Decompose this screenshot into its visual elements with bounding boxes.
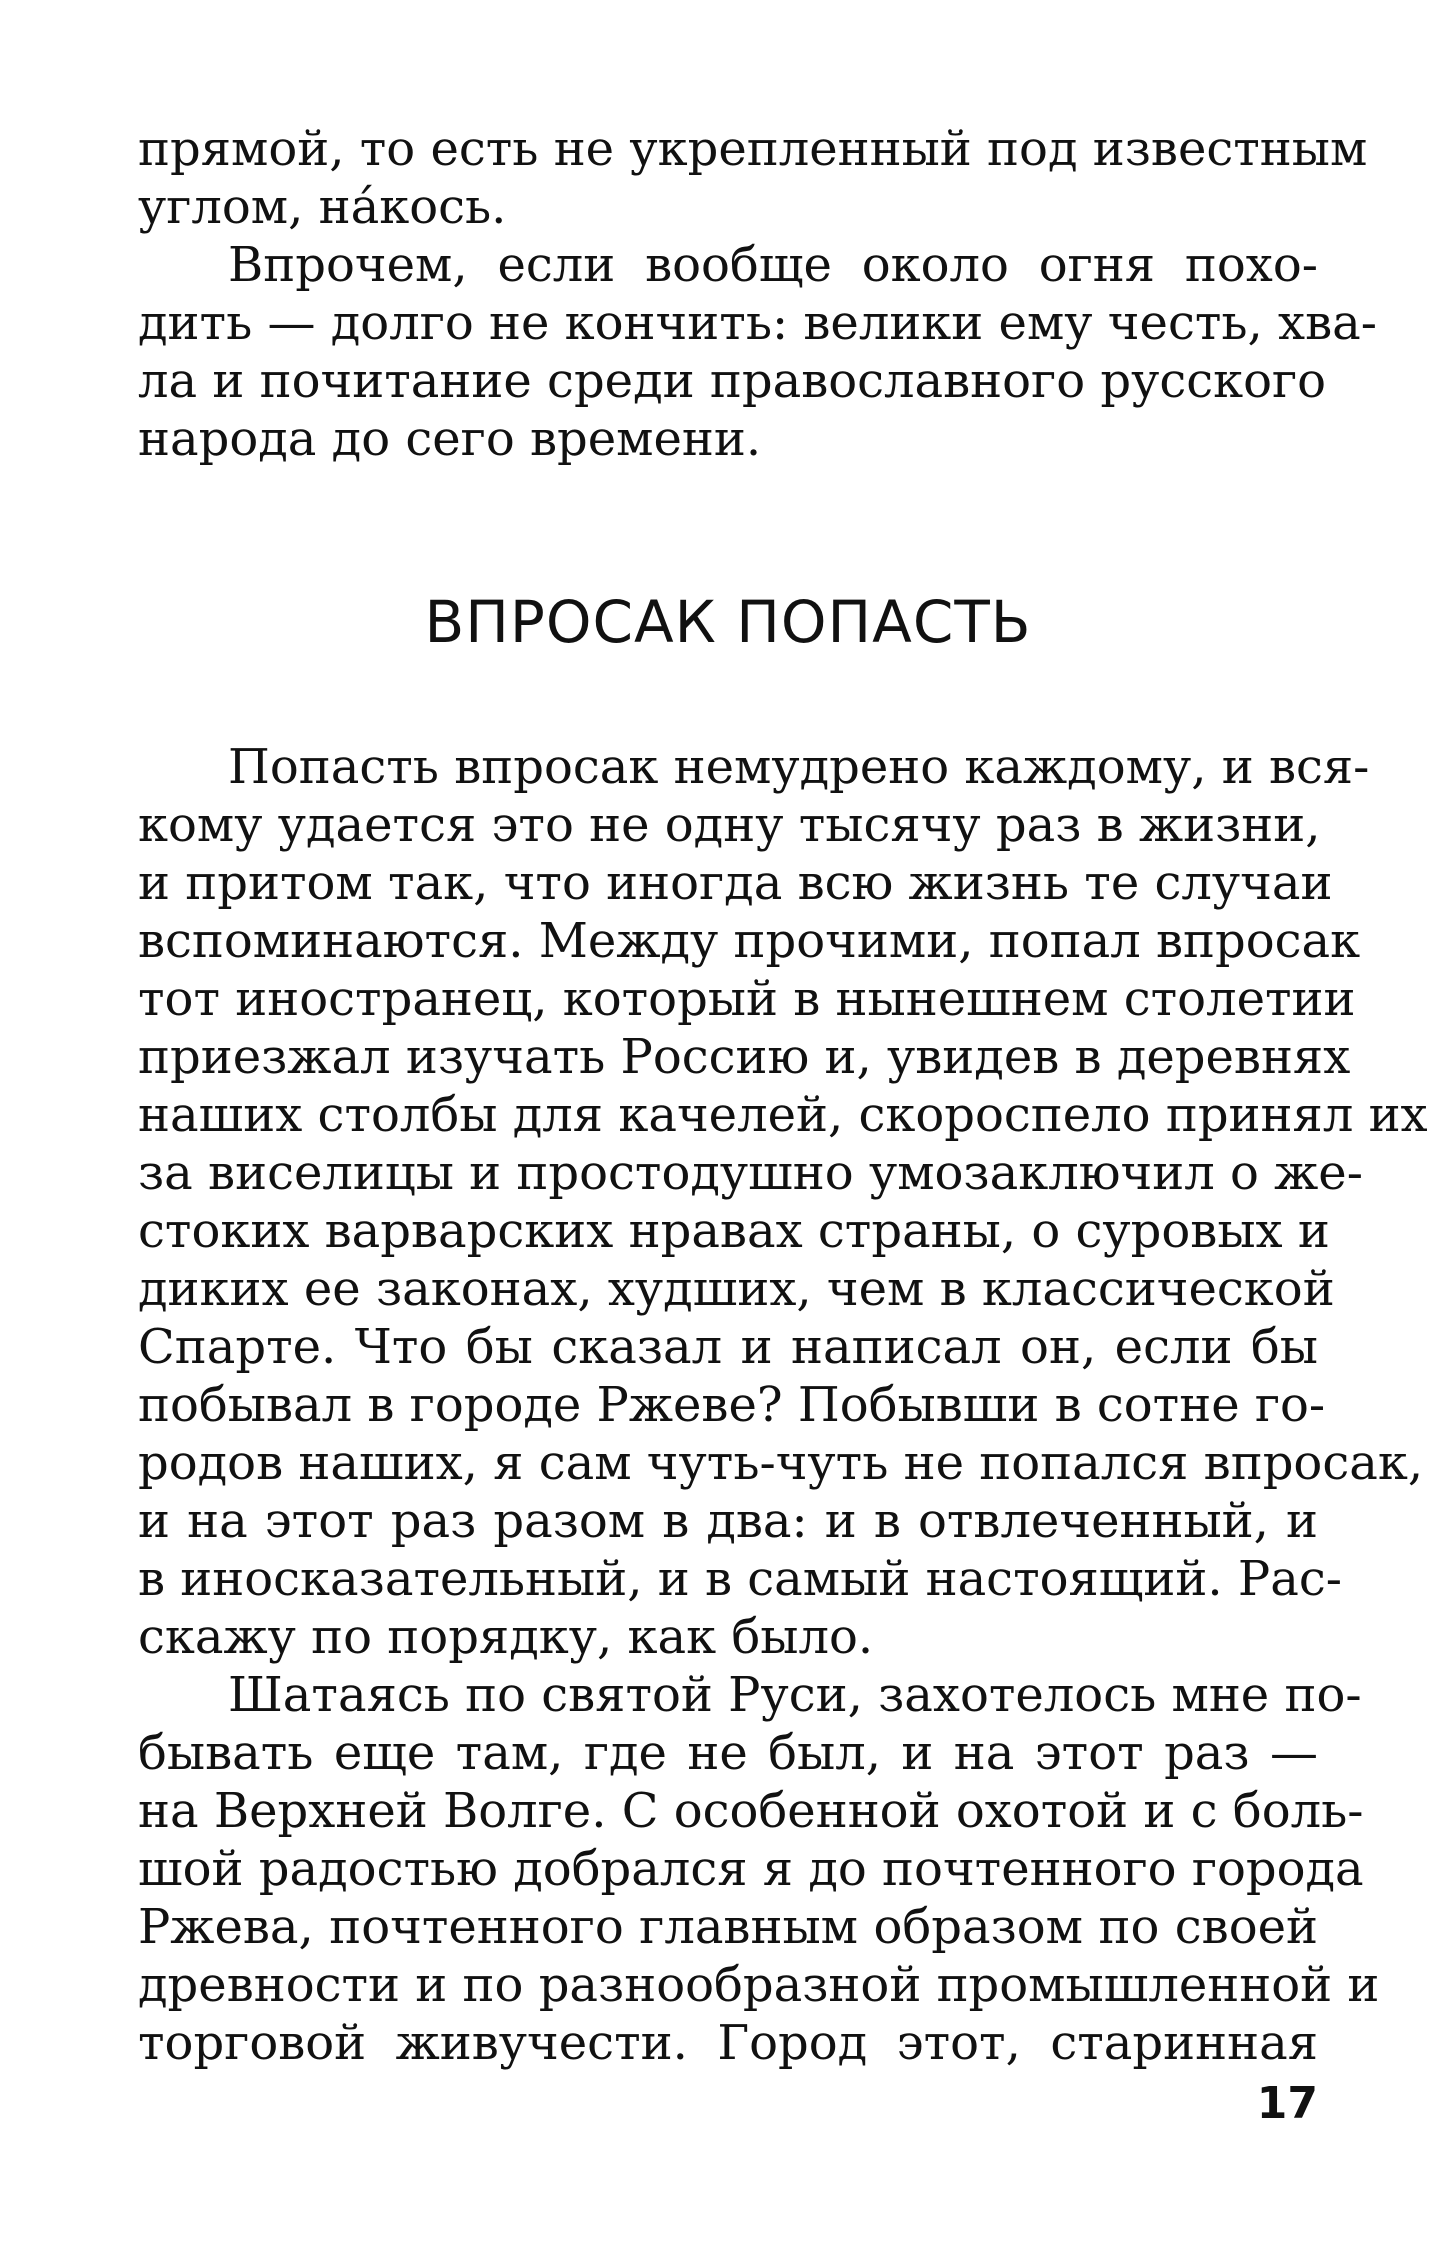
intro-paragraph-2: [138, 236, 1377, 468]
text-line: побывал в городе Ржеве? Побывши в сотне го-: [138, 1377, 1326, 1433]
text-line: приезжал изучать Россию и, увидев в деревнях: [138, 1029, 1351, 1085]
text-line: ла и почитание среди православного русского: [138, 353, 1327, 409]
text-line: Ржева, почтенного главным образом по своей: [138, 1899, 1318, 1955]
text-line: скажу по порядку, как было.: [138, 1609, 874, 1665]
text-line: в иносказательный, и в самый настоящий. Рас-: [138, 1551, 1342, 1607]
text-line: за виселицы и простодушно умозаключил о же-: [138, 1145, 1363, 1201]
text-line: тот иностранец, который в нынешнем столетии: [138, 971, 1356, 1027]
text-line: прямой, то есть не укрепленный под известным: [138, 121, 1368, 177]
text-line: Впрочем, если вообще около огня похо-: [228, 237, 1318, 293]
text-line: Попасть впросак немудрено каждому, и вся-: [228, 739, 1370, 795]
text-line: торговой живучести. Город этот, старинная: [138, 2015, 1318, 2071]
text-line: дить — долго не кончить: велики ему честь, хва-: [138, 295, 1377, 351]
chapter-heading: ВПРОСАК ПОПАСТЬ: [424, 588, 1032, 656]
text-line: Шатаясь по святой Руси, захотелось мне по-: [228, 1667, 1362, 1723]
text-line: древности и по разнообразной промышленной и: [138, 1957, 1380, 2013]
text-line: наших столбы для качелей, скороспело принял их: [138, 1087, 1428, 1143]
paragraph-2: [138, 1666, 1380, 2072]
text-line: углом, на́кось.: [138, 179, 507, 235]
text-line: шой радостью добрался я до почтенного города: [138, 1841, 1364, 1897]
text-line: кому удается это не одну тысячу раз в жизни,: [138, 797, 1321, 853]
paragraph-1: [138, 738, 1428, 1666]
text-line: народа до сего времени.: [138, 411, 762, 467]
text-line: и притом так, что иногда всю жизнь те случаи: [138, 855, 1333, 911]
text-line: бывать еще там, где не был, и на этот раз —: [138, 1725, 1318, 1781]
text-line: стоких варварских нравах страны, о суровых и: [138, 1203, 1330, 1259]
text-line: и на этот раз разом в два: и в отвлеченный, и: [138, 1493, 1318, 1549]
text-line: вспоминаются. Между прочими, попал впросак: [138, 913, 1361, 969]
text-line: диких ее законах, худших, чем в классической: [138, 1261, 1335, 1317]
intro-paragraph-1: [138, 120, 1368, 236]
book-page: [138, 120, 1428, 2072]
text-line: Спарте. Что бы сказал и написал он, если бы: [138, 1319, 1318, 1375]
text-line: родов наших, я сам чуть-чуть не попался впросак,: [138, 1435, 1424, 1491]
text-line: на Верхней Волге. С особенной охотой и с боль-: [138, 1783, 1364, 1839]
page-number: 17: [1256, 2078, 1318, 2129]
